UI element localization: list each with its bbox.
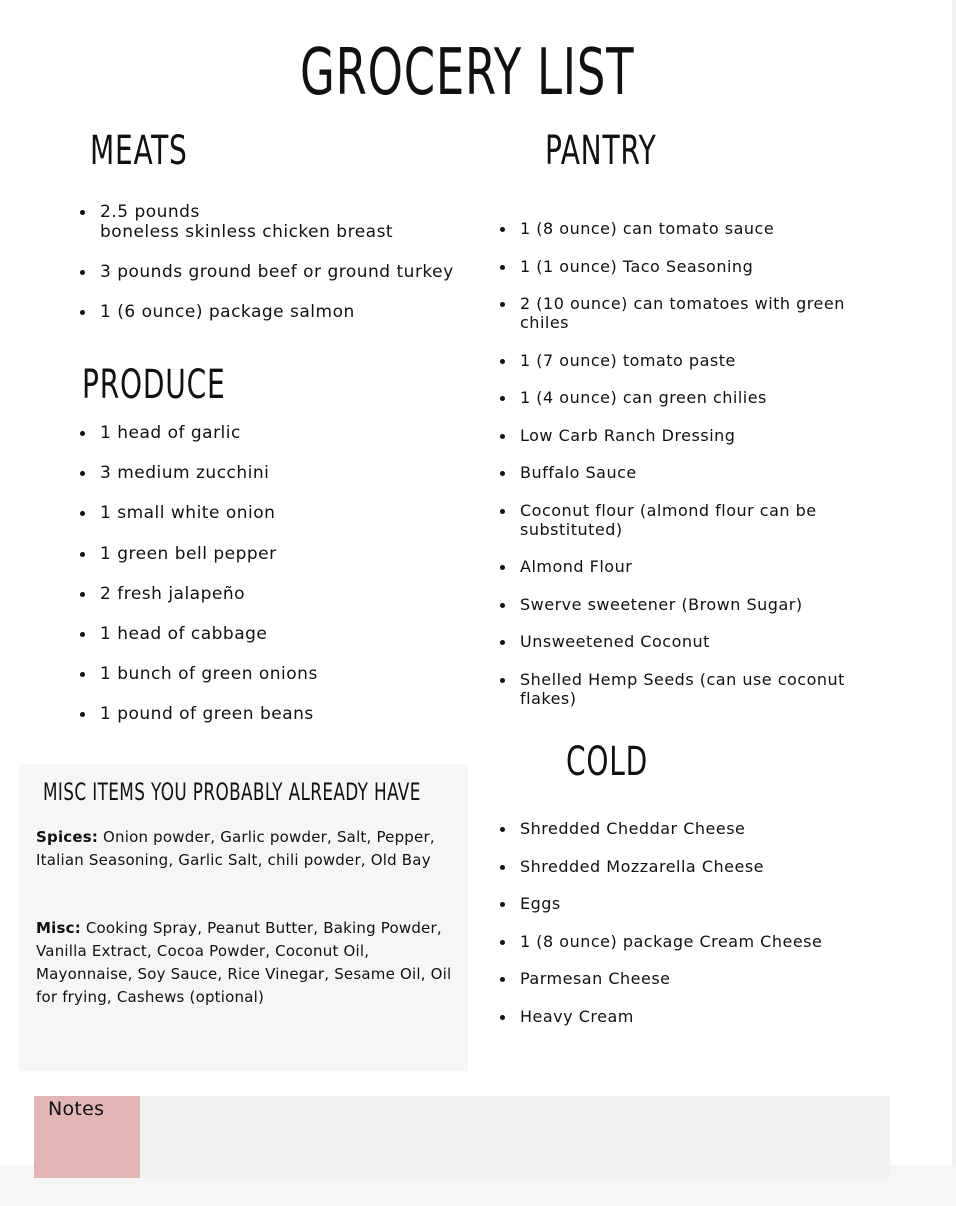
list-item: Shelled Hemp Seeds (can use coconut flakes) (498, 670, 868, 708)
spices-label: Spices: (36, 828, 99, 846)
meats-list (78, 202, 458, 342)
produce-heading: PRODUCE (82, 362, 226, 408)
notes-label: Notes (48, 1098, 105, 1120)
list-item: Unsweetened Coconut (498, 632, 868, 651)
list-item: Almond Flour (498, 557, 868, 576)
list-item: 1 (8 ounce) package Cream Cheese (498, 932, 868, 951)
list-item: 1 head of garlic (78, 423, 458, 443)
meats-heading: MEATS (90, 128, 188, 174)
list-item: Eggs (498, 894, 868, 913)
cold-list (498, 819, 868, 1044)
page-edge (952, 0, 956, 1206)
misc-items-panel (19, 764, 468, 1071)
misc-heading: MISC ITEMS YOU PROBABLY ALREADY HAVE (43, 778, 421, 806)
list-item: Coconut flour (almond flour can be substituted) (498, 501, 868, 539)
list-item: 1 (8 ounce) can tomato sauce (498, 219, 868, 238)
list-item: Swerve sweetener (Brown Sugar) (498, 595, 868, 614)
list-item: 3 pounds ground beef or ground turkey (78, 262, 458, 282)
page-title: GROCERY LIST (300, 36, 635, 110)
pantry-heading: PANTRY (545, 128, 657, 174)
produce-list (78, 423, 458, 745)
list-item: 1 (6 ounce) package salmon (78, 302, 458, 322)
list-item: 1 green bell pepper (78, 544, 458, 564)
list-item: 2 (10 ounce) can tomatoes with green chiles (498, 294, 868, 332)
list-item: Shredded Mozzarella Cheese (498, 857, 868, 876)
list-item: 1 (7 ounce) tomato paste (498, 351, 868, 370)
list-item: Low Carb Ranch Dressing (498, 426, 868, 445)
list-item: 1 small white onion (78, 503, 458, 523)
misc-label: Misc: (36, 919, 81, 937)
list-item: 1 bunch of green onions (78, 664, 458, 684)
list-item: 2.5 pounds boneless skinless chicken breast (78, 202, 458, 242)
list-item: 1 (1 ounce) Taco Seasoning (498, 257, 868, 276)
cold-heading: COLD (566, 739, 649, 785)
list-item: 3 medium zucchini (78, 463, 458, 483)
misc-text: Cooking Spray, Peanut Butter, Baking Powder, Vanilla Extract, Cocoa Powder, Coconut Oil, Mayonnaise, Soy Sauce, Rice Vinegar, Sesame Oil, Oil for frying, Cashews (optional) (36, 919, 452, 1006)
misc-paragraph (36, 917, 456, 1009)
list-item: 1 pound of green beans (78, 704, 458, 724)
pantry-list (498, 219, 868, 726)
notes-area[interactable] (34, 1096, 890, 1178)
list-item: Parmesan Cheese (498, 969, 868, 988)
list-item: Buffalo Sauce (498, 463, 868, 482)
spices-text: Onion powder, Garlic powder, Salt, Pepper, Italian Seasoning, Garlic Salt, chili powder, Old Bay (36, 828, 435, 869)
spices-paragraph (36, 826, 456, 872)
list-item: 1 head of cabbage (78, 624, 458, 644)
list-item: Shredded Cheddar Cheese (498, 819, 868, 838)
list-item: Heavy Cream (498, 1007, 868, 1026)
list-item: 1 (4 ounce) can green chilies (498, 388, 868, 407)
list-item: 2 fresh jalapeño (78, 584, 458, 604)
